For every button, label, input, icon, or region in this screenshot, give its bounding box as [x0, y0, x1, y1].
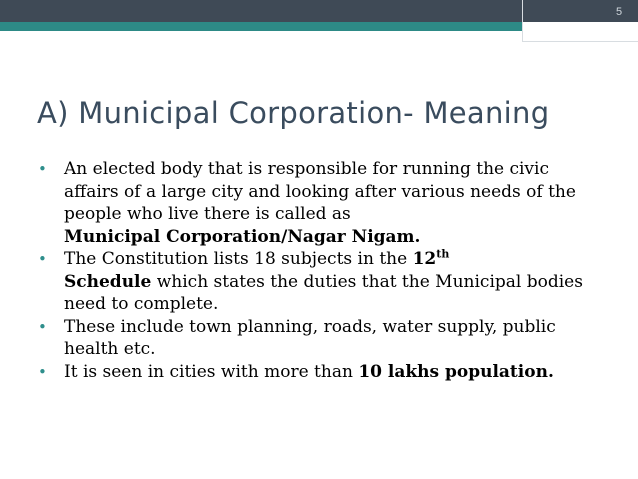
bullet-icon: • [38, 250, 47, 268]
bullet-bold-text: Schedule [64, 271, 152, 292]
bullet-bold-text: 10 lakhs population. [358, 361, 554, 382]
slide-number: 5 [615, 6, 623, 18]
bullet-icon: • [38, 362, 47, 381]
list-item [38, 158, 598, 248]
bullet-bold-text: Municipal Corporation/Nagar Nigam. [64, 226, 421, 247]
slide-title: A) Municipal Corporation- Meaning [37, 96, 550, 130]
bullet-text: It is seen in cities with more than [64, 361, 359, 382]
bullet-text: An elected body that is responsible for running the civic affairs of a large city and looking after various needs of the people who live there is called as [64, 159, 576, 224]
bullet-list [38, 158, 598, 383]
bullet-text: The Constitution lists 18 subjects in the [64, 249, 413, 269]
bullet-text: These include town planning, roads, water supply, public health etc. [64, 316, 556, 359]
bullet-icon: • [38, 317, 47, 336]
list-item [38, 248, 598, 316]
bullet-bold-text: 12 [412, 249, 437, 269]
list-item [38, 361, 598, 384]
superscript: th [436, 247, 450, 261]
list-item [38, 316, 598, 361]
bullet-icon: • [38, 160, 47, 178]
bullet-text: which states the duties that the Municipal bodies need to complete. [64, 271, 583, 314]
